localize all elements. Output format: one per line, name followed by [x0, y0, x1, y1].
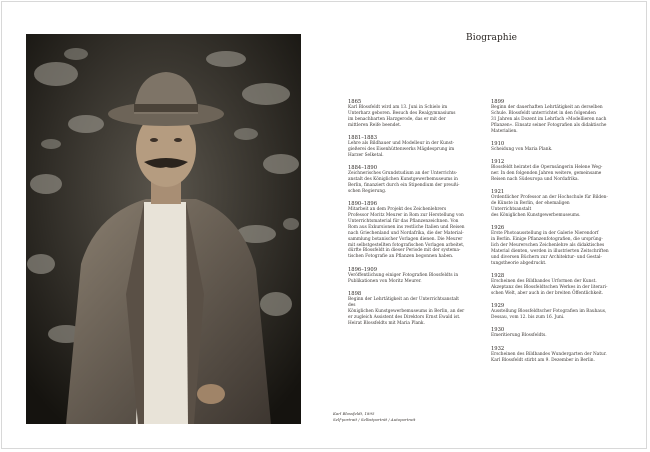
- timeline-entry: [491, 141, 609, 153]
- timeline-column-left: [348, 99, 466, 333]
- entry-text: Erscheinen des Bildbandes Urformen der Kunst. Akzeptanz des Blossfeldtschen Werkes in der literari- schen Welt, aber auch in der breiten Öffentlichkeit.: [491, 279, 608, 296]
- entry-text: Erscheinen des Bildbandes Wundergarten der Natur. Karl Blossfeldt stirbt am 9. Dezember in Berlin.: [491, 351, 607, 363]
- entry-year: 1928: [491, 273, 505, 280]
- entry-year: 1912: [491, 159, 505, 166]
- entry-text: Lehre als Bildhauer und Modelleur in der Kunst- gießerei des Eisenhüttenwerks Mägdesprung im Harzer Selketal.: [348, 141, 455, 158]
- entry-text: Erste Photoausstellung in der Galerie Nierendorf in Berlin. Einige Pflanzenfotografien, die ursprüng- lich der Meurerschen Zeichenlehre als didaktisches Material dienten, werden in illustrierten Zeitschriften und diversen Büchern zur Architektur- und Gestal- tungstheorie abgedruckt.: [491, 231, 609, 266]
- timeline-entry: [491, 303, 609, 321]
- entry-text: Beginn der Lehrtätigkeit an der Unterrichtsanstalt des Königlichen Kunstgewerbemuseums in Berlin, an der er zugleich Assistent des Direktors Ernst Ewald ist. Heirat Blossfeldts mit Maria Plank.: [348, 296, 465, 326]
- timeline-entry: [491, 99, 609, 135]
- entry-text: Zeichnerisches Grundstudium an der Unterrichts- anstalt des Königlichen Kunstgewerbemuseums in Berlin, finanziert durch ein Stipendium der preußi- schen Regierung.: [348, 171, 460, 194]
- entry-year: 1910: [491, 140, 505, 147]
- page-title: Biographie: [466, 33, 518, 43]
- entry-text: Blossfeldt heiratet die Opernsängerin Helene Weg- ner. In den folgenden Jahren weitere, gemeinsame Reisen nach Südeuropa und Nordafrika.: [491, 165, 603, 183]
- entry-text: Emeritierung Blossfeldts.: [491, 333, 547, 339]
- self-portrait-photo: [26, 34, 301, 424]
- photo-caption: [333, 411, 483, 423]
- timeline-entry: [491, 159, 609, 183]
- timeline-entry: [491, 189, 609, 219]
- entry-text: Karl Blossfeldt wird am 13. Juni in Schielo im Unterharz geboren. Besuch des Realgymnasiums im benachbarten Harzgerode, das er mit der mittleren Reife beendet.: [348, 105, 456, 128]
- entry-year: 1884–1890: [348, 165, 377, 172]
- portrait-illustration: [26, 34, 301, 424]
- timeline-entry: [348, 201, 466, 260]
- timeline-entry: [348, 267, 466, 285]
- timeline-entry: [348, 291, 466, 327]
- entry-year: 1865: [348, 99, 362, 105]
- caption-line-2: Self-portrait / Selbstporträt / Autoportrait: [333, 417, 416, 422]
- timeline-entry: [491, 273, 609, 297]
- timeline-entry: [491, 225, 609, 266]
- timeline-entry: [348, 99, 466, 129]
- timeline-entry: [348, 135, 466, 159]
- entry-text: Ausstellung Blossfeldtscher Fotografien im Bauhaus, Dessau, vom 12. bis zum 16. Juni.: [491, 309, 607, 321]
- entry-year: 1890–1896: [348, 201, 377, 208]
- entry-year: 1921: [491, 189, 505, 196]
- entry-text: Mitarbeit an dem Projekt des Zeichenlehrers Professor Moritz Meurer in Rom zur Herstellung von Unterrichtsmaterial für das Pflanzenzeichnen. Von Rom aus Exkursionen ins restliche Italien und Reisen nach Griechenland und Nordafrika, die der Material- sammlung botanischer Vorlagen dienen. Die Meurer mit selbstgestellten fotografischen Vorlagen arbeitet, dürfte Blossfeldt in dieser Periode mit der systema- tischen Fotografie an Pflanzen begonnen haben.: [348, 207, 465, 260]
- entry-text: Beginn der dauerhaften Lehrtätigkeit an derselben Schule. Blossfeldt unterrichtet in den folgenden 31 Jahren als Dozent im Lehrfach »Modellieren nach Pflanzen«. Einsatz seiner Fotografien als didaktische Materialien.: [491, 105, 607, 134]
- timeline-entry: [348, 165, 466, 195]
- entry-year: 1898: [348, 290, 362, 297]
- entry-year: 1881–1883: [348, 135, 377, 142]
- entry-year: 1899: [491, 99, 505, 105]
- entry-year: 1930: [491, 327, 505, 334]
- entry-text: Scheidung von Maria Plank.: [491, 146, 553, 152]
- caption-line-1: Karl Blossfeldt, 1895: [333, 411, 375, 416]
- timeline-column-right: [491, 99, 609, 370]
- timeline-entry: [491, 327, 609, 339]
- entry-year: 1932: [491, 345, 505, 352]
- timeline-entry: [491, 346, 609, 364]
- entry-text: Veröffentlichung einiger Fotografien Blossfeldts in Publikationen von Moritz Meurer.: [348, 272, 459, 284]
- entry-year: 1926: [491, 225, 505, 232]
- entry-text: Ordentlicher Professor an der Hochschule für Bilden- de Künste in Berlin, der ehemaligen Unterrichtsanstalt des Königlichen Kunstgewerbemuseums.: [491, 195, 608, 219]
- entry-year: 1929: [491, 303, 505, 310]
- entry-year: 1896–1909: [348, 266, 377, 273]
